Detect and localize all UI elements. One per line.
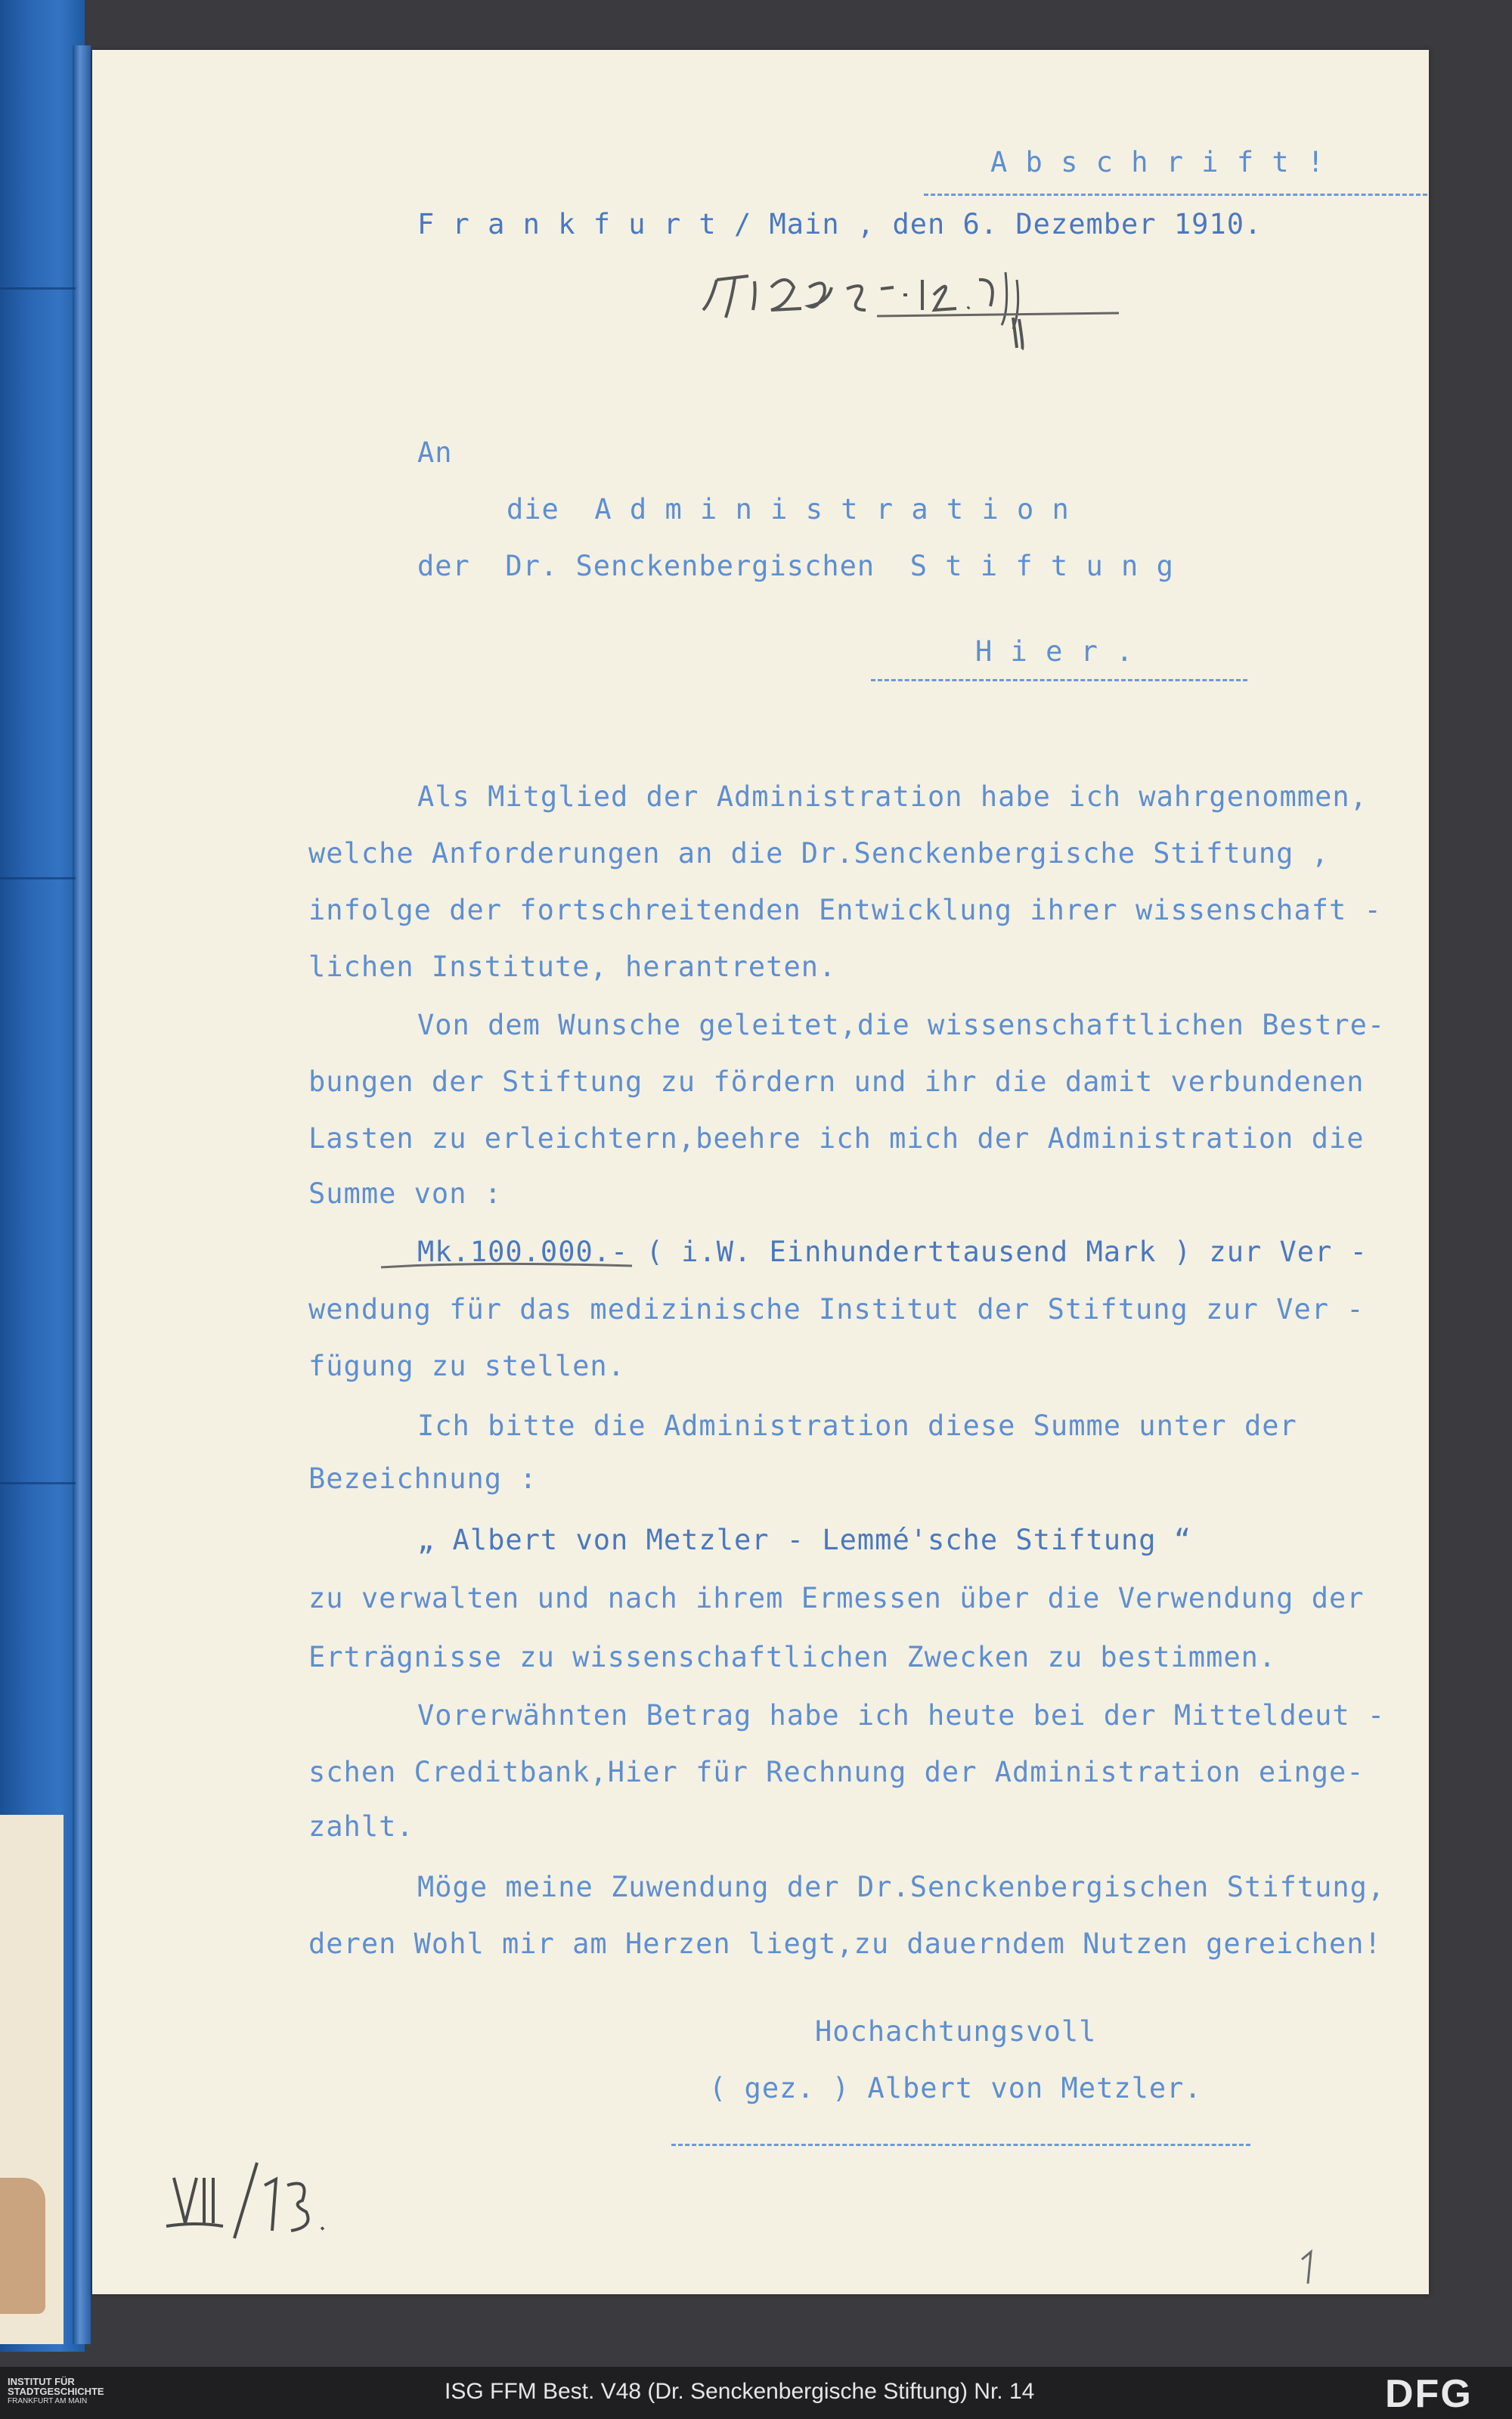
body-line: fügung zu stellen. [308,1350,625,1382]
institute-logo [8,2377,104,2406]
recipient-underline [871,679,1247,681]
foundation-name: „ Albert von Metzler - Lemmé'sche Stiftung “ [417,1524,1192,1556]
body-line: Als Mitglied der Administration habe ich wahrgenommen, [417,780,1368,813]
body-line: welche Anforderungen an die Dr.Senckenbergische Stiftung , [308,837,1330,870]
folder-stitch [0,287,76,290]
recipient-line-1: die A d m i n i s t r a t i o n [507,493,1070,526]
header-mark: A b s c h r i f t ! [990,146,1325,178]
footer-title: ISG FFM Best. V48 (Dr. Senckenbergische Stiftung) Nr. 14 [445,2379,1035,2404]
institute-line-3: FRANKFURT AM MAIN [8,2397,88,2405]
folder-edge [73,45,91,2344]
place-date: F r a n k f u r t / Main , den 6. Dezember 1910. [417,208,1263,240]
closing: Hochachtungsvoll [815,2015,1097,2048]
pencil-page-number [1293,2246,1323,2291]
body-line-amount: Mk.100.000.- ( i.W. Einhunderttausend Mark ) zur Ver - [417,1236,1368,1268]
body-line: infolge der fortschreitenden Entwicklung ihrer wissenschaft - [308,894,1382,926]
dfg-logo: DFG [1385,2372,1473,2416]
body-line: Ich bitte die Administration diese Summe unter der [417,1410,1297,1442]
recipient-place: H i e r . [975,635,1134,668]
body-line: zu verwalten und nach ihrem Ermessen über die Verwendung der [308,1582,1365,1614]
folder-stitch [0,877,76,879]
handwritten-reference [696,234,1149,355]
body-line: deren Wohl mir am Herzen liegt,zu dauerndem Nutzen gereichen! [308,1927,1382,1960]
body-line: Möge meine Zuwendung der Dr.Senckenbergischen Stiftung, [417,1871,1386,1903]
body-line: zahlt. [308,1810,414,1843]
amount-underline [378,1258,635,1273]
body-line: lichen Institute, herantreten. [308,951,837,983]
recipient-line-2: der Dr. Senckenbergischen S t i f t u n g [417,550,1174,582]
body-line: wendung für das medizinische Institut der Stiftung zur Ver - [308,1293,1365,1326]
pencil-folio-mark [151,2148,348,2253]
institute-line-1: INSTITUT FÜR [8,2376,75,2387]
body-line: Vorerwähnten Betrag habe ich heute bei der Mitteldeut - [417,1699,1386,1732]
body-line: Erträgnisse zu wissenschaftlichen Zwecken zu bestimmen. [308,1641,1277,1673]
body-line: Lasten zu erleichtern,beehre ich mich der Administration die [308,1122,1365,1155]
salutation-to: An [417,436,453,469]
body-line: Summe von : [308,1177,503,1210]
underlying-scrap [0,2178,45,2314]
header-underline [924,194,1427,196]
body-line: Bezeichnung : [308,1462,538,1495]
body-line: schen Creditbank,Hier für Rechnung der Administration einge- [308,1756,1365,1788]
body-line: Von dem Wunsche geleitet,die wissenschaftlichen Bestre- [417,1009,1386,1041]
signature: ( gez. ) Albert von Metzler. [709,2072,1202,2104]
body-line: bungen der Stiftung zu fördern und ihr die damit verbundenen [308,1065,1365,1098]
institute-line-2: STADTGESCHICHTE [8,2386,104,2397]
folder-stitch [0,1482,76,1484]
signature-underline [671,2144,1250,2146]
